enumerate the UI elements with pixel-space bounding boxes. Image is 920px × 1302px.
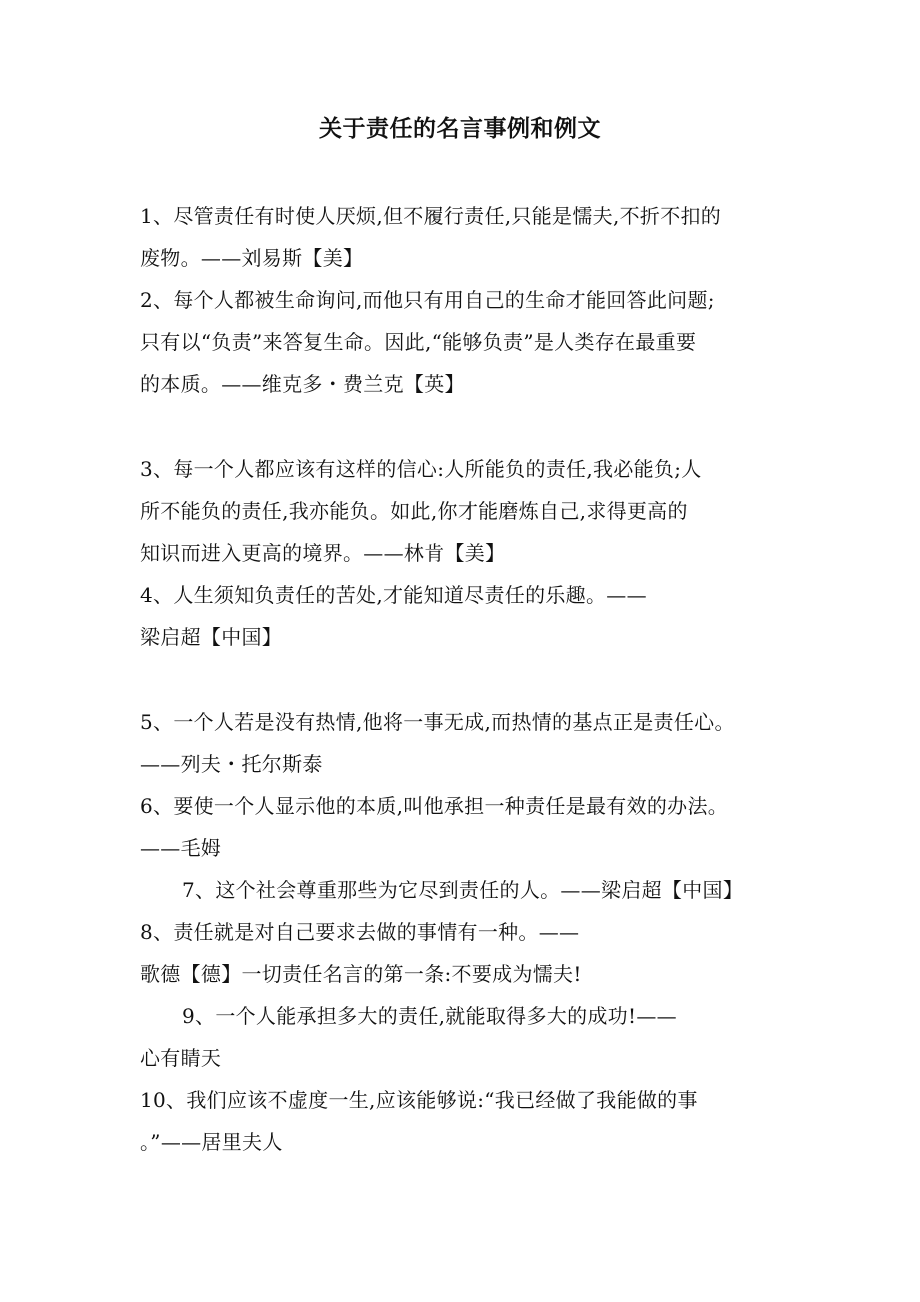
quote-2-line-2: 只有以“负责”来答复生命。因此,“能够负责”是人类存在最重要 (140, 330, 697, 354)
quote-3-line-2: 所不能负的责任,我亦能负。如此,你才能磨炼自己,求得更高的 (140, 499, 688, 523)
quote-10-line-1: 10、我们应该不虚度一生,应该能够说:“我已经做了我能做的事 (140, 1088, 698, 1112)
quote-10-line-2: 。”——居里夫人 (140, 1130, 283, 1154)
quote-8-line-2: 歌德【德】一切责任名言的第一条:不要成为懦夫! (140, 962, 582, 986)
quote-1-line-2: 废物。——刘易斯【美】 (140, 246, 364, 270)
quote-7-line-1: 7、这个社会尊重那些为它尽到责任的人。——梁启超【中国】 (182, 878, 744, 902)
quote-5-line-1: 5、一个人若是没有热情,他将一事无成,而热情的基点正是责任心。 (140, 710, 735, 734)
quote-2-line-3: 的本质。——维克多・费兰克【英】 (140, 372, 465, 396)
quote-6-line-1: 6、要使一个人显示他的本质,叫他承担一种责任是最有效的办法。 (140, 794, 729, 818)
document-title: 关于责任的名言事例和例文 (319, 115, 601, 142)
quote-2-line-1: 2、每个人都被生命询问,而他只有用自己的生命才能回答此问题; (140, 288, 715, 312)
quote-4-line-1: 4、人生须知负责任的苦处,才能知道尽责任的乐趣。—— (140, 583, 647, 607)
quote-1-line-1: 1、尽管责任有时使人厌烦,但不履行责任,只能是懦夫,不折不扣的 (140, 204, 722, 228)
quote-9-line-1: 9、一个人能承担多大的责任,就能取得多大的成功!—— (182, 1004, 677, 1028)
quote-3-line-3: 知识而进入更高的境界。——林肯【美】 (140, 541, 506, 565)
quote-6-line-2: ——毛姆 (140, 836, 222, 860)
quote-4-line-2: 梁启超【中国】 (140, 625, 283, 649)
quote-9-line-2: 心有睛天 (140, 1046, 222, 1070)
quote-3-line-1: 3、每一个人都应该有这样的信心:人所能负的责任,我必能负;人 (140, 457, 702, 481)
quote-8-line-1: 8、责任就是对自己要求去做的事情有一种。—— (140, 920, 580, 944)
quote-5-line-2: ——列夫・托尔斯泰 (140, 752, 323, 776)
